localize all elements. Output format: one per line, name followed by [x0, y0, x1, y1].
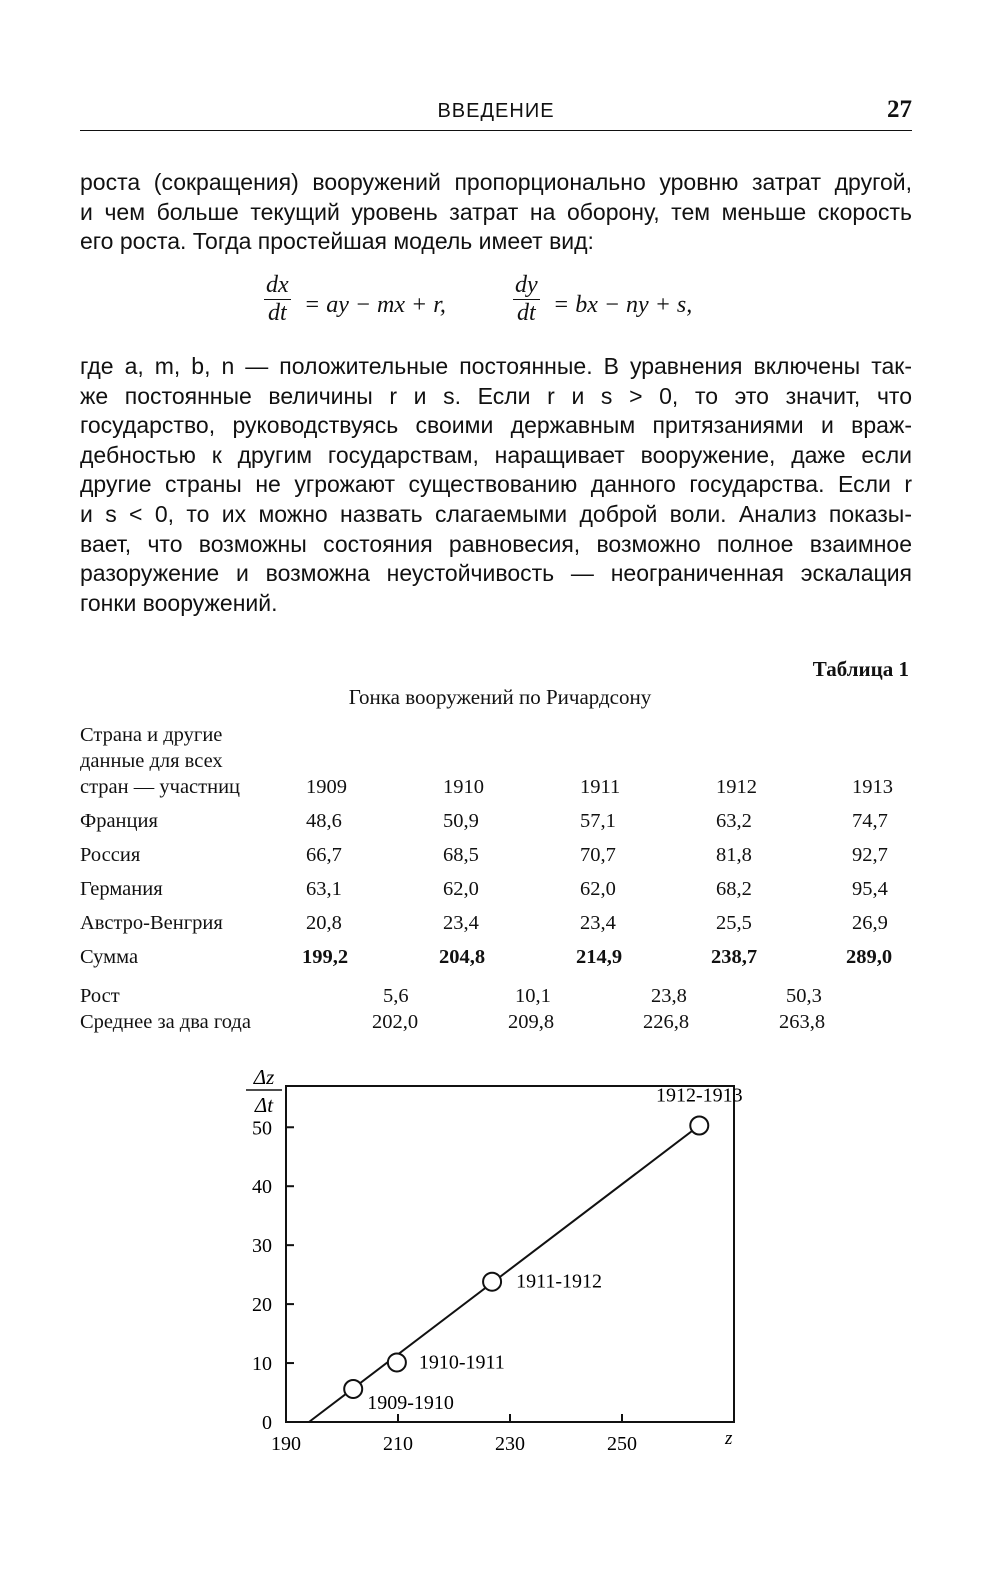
- text-line: и s < 0, то их можно назвать слагаемыми доброй воли. Анализ показы-: [80, 500, 912, 527]
- plot-frame: [286, 1086, 734, 1422]
- row-label-germany: Германия: [80, 878, 163, 900]
- y-tick-label: 50: [252, 1117, 272, 1140]
- data-point-label: 1912-1913: [655, 1084, 743, 1107]
- x-tick-label: 210: [383, 1433, 413, 1455]
- data-point: [690, 1116, 708, 1134]
- sum-cell: 204,8: [439, 946, 486, 968]
- data-point: [344, 1380, 362, 1398]
- y-tick-label: 10: [252, 1353, 272, 1376]
- sum-cell: 289,0: [846, 946, 893, 968]
- text-line: и чем больше текущий уровень затрат на оборону, тем меньше скорость: [80, 198, 912, 225]
- table-cell: 26,9: [852, 912, 888, 934]
- table-header-label: стран — участниц: [80, 776, 241, 798]
- table-cell: 23,4: [443, 912, 479, 934]
- table-cell: 81,8: [716, 844, 752, 866]
- row-label-france: Франция: [80, 810, 158, 832]
- table-cell: 95,4: [852, 878, 888, 900]
- row-label-russia: Россия: [80, 844, 141, 866]
- equation-rhs-1: = ay − mx + r,: [304, 292, 446, 318]
- table-cell: 74,7: [852, 810, 888, 832]
- year-header: 1910: [443, 776, 484, 798]
- text-line: роста (сокращения) вооружений пропорционально уровню затрат другой,: [80, 169, 912, 195]
- year-header: 1913: [852, 776, 893, 798]
- sum-cell: 238,7: [711, 946, 758, 968]
- average-cell: 202,0: [372, 1011, 419, 1033]
- growth-cell: 10,1: [515, 985, 551, 1007]
- average-cell: 263,8: [779, 1011, 826, 1033]
- table-cell: 20,8: [306, 912, 342, 934]
- table-header-label: данные для всех: [80, 750, 223, 772]
- text-line: гонки вооружений.: [80, 589, 278, 616]
- text-line: где a, m, b, n — положительные постоянные. В уравнения включены так-: [80, 353, 912, 379]
- table-cell: 70,7: [580, 844, 616, 866]
- page-number: 27: [887, 96, 912, 123]
- text-line: его роста. Тогда простейшая модель имеет вид:: [80, 228, 594, 255]
- text-line: другие страны не угрожают существованию данного государства. Если r: [80, 471, 912, 498]
- table-cell: 48,6: [306, 810, 342, 832]
- paragraph-1: [80, 168, 912, 257]
- data-point-label: 1909-1910: [367, 1391, 454, 1414]
- data-point: [483, 1273, 501, 1291]
- growth-cell: 50,3: [786, 985, 822, 1007]
- table-cell: 23,4: [580, 912, 616, 934]
- table-header-label: Страна и другие: [80, 724, 223, 746]
- y-tick-label: 40: [252, 1176, 272, 1199]
- sum-cell: 199,2: [302, 946, 349, 968]
- text-line: вает, что возможны состояния равновесия, возможно полное взаимное: [80, 530, 912, 557]
- sum-cell: 214,9: [576, 946, 623, 968]
- table-cell: 63,2: [716, 810, 752, 832]
- table-cell: 63,1: [306, 878, 342, 900]
- text-line: дебностью к другим государствам, наращивает вооружение, даже если: [80, 441, 912, 468]
- data-point-label: 1910-1911: [418, 1351, 505, 1374]
- table-cell: 68,2: [716, 878, 752, 900]
- chapter-title: ВВЕДЕНИЕ: [437, 100, 555, 122]
- data-point-label: 1911-1912: [516, 1270, 603, 1293]
- equation-rhs-2: = bx − ny + s,: [553, 292, 693, 318]
- paragraph-2: [80, 352, 912, 618]
- table-cell: 62,0: [580, 878, 616, 900]
- x-tick-label: 230: [495, 1433, 525, 1455]
- x-tick-label: 190: [271, 1433, 301, 1455]
- fraction-dx-dt: $\frac{dx}{dt}$: [266, 272, 289, 326]
- y-tick-label: 30: [252, 1235, 272, 1258]
- table-cell: 62,0: [443, 878, 479, 900]
- y-axis-label-denominator: Δt: [254, 1093, 274, 1117]
- growth-vs-average-chart: [230, 1060, 750, 1470]
- running-header: [80, 94, 912, 131]
- year-header: 1909: [306, 776, 347, 798]
- y-axis-label-numerator: Δz: [253, 1065, 275, 1089]
- text-line: государство, руководствуясь своими державным притязаниями и враж-: [80, 412, 912, 439]
- row-label-austria-hungary: Австро-Венгрия: [80, 912, 223, 934]
- table-cell: 92,7: [852, 844, 888, 866]
- table-cell: 68,5: [443, 844, 479, 866]
- table-cell: 57,1: [580, 810, 616, 832]
- year-header: 1912: [716, 776, 757, 798]
- row-label-growth: Рост: [80, 985, 120, 1007]
- fraction-dy-dt: $\frac{dy}{dt}$: [515, 272, 538, 326]
- table-cell: 66,7: [306, 844, 342, 866]
- row-label-sum: Сумма: [80, 946, 139, 968]
- text-line: же постоянные величины r и s. Если r и s > 0, то это значит, что: [80, 382, 912, 409]
- table-cell: 50,9: [443, 810, 479, 832]
- data-point: [388, 1353, 406, 1371]
- average-cell: 226,8: [643, 1011, 690, 1033]
- growth-cell: 23,8: [651, 985, 687, 1007]
- average-cell: 209,8: [508, 1011, 555, 1033]
- text-line: разоружение и возможна неустойчивость — неограниченная эскалация: [80, 560, 912, 587]
- growth-cell: 5,6: [383, 985, 409, 1007]
- year-header: 1911: [580, 776, 621, 798]
- x-tick-label: 250: [607, 1433, 637, 1455]
- table-caption: Гонка вооружений по Ричардсону: [348, 685, 652, 709]
- table-label: Таблица 1: [812, 657, 909, 681]
- x-axis-label: z: [725, 1428, 733, 1449]
- trend-line: [309, 1125, 699, 1422]
- y-tick-label: 0: [262, 1412, 272, 1434]
- table-cell: 25,5: [716, 912, 752, 934]
- y-tick-label: 20: [252, 1294, 272, 1317]
- row-label-average: Среднее за два года: [80, 1011, 251, 1033]
